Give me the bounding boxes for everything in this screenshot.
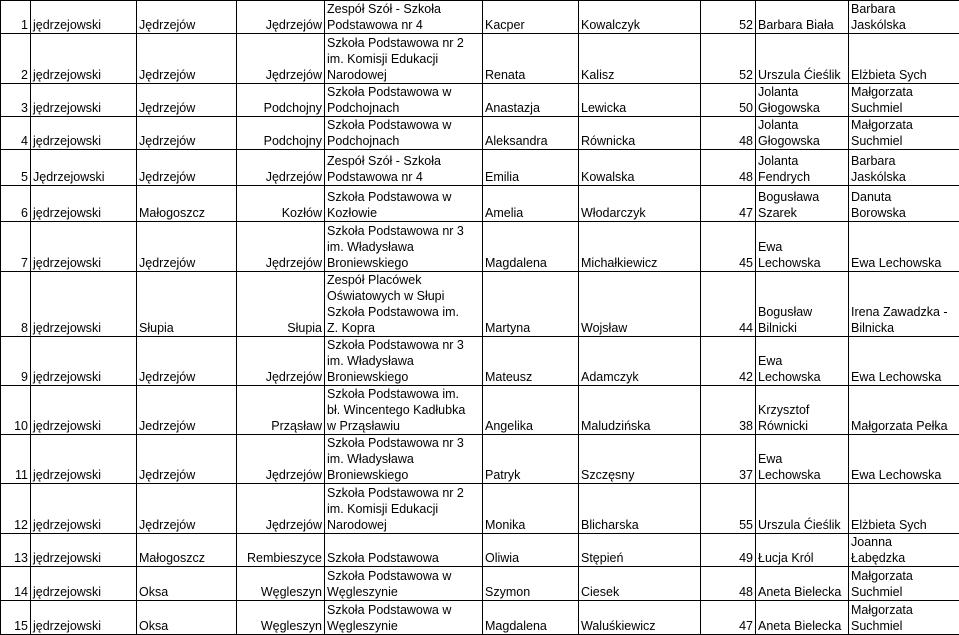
cell-imie: Emilia (483, 150, 579, 186)
cell-imie: Angelika (483, 386, 579, 435)
cell-gmina: Jędrzejów (137, 34, 237, 84)
cell-powiat: jędrzejowski (31, 1, 137, 34)
cell-nazwisko: Kalisz (579, 34, 701, 84)
cell-nazwisko: Blicharska (579, 484, 701, 534)
cell-imie: Renata (483, 34, 579, 84)
table-row (1, 435, 959, 484)
cell-punkty: 48 (701, 150, 756, 186)
cell-imie: Szymon (483, 567, 579, 601)
cell-miejscowosc: Podchojny (237, 117, 325, 150)
cell-punkty: 47 (701, 601, 756, 635)
cell-opiekun: Irena Zawadzka - Bilnicka (849, 272, 959, 337)
cell-punkty: 38 (701, 386, 756, 435)
cell-gmina: Jędrzejów (137, 337, 237, 386)
cell-gmina: Słupia (137, 272, 237, 337)
cell-nazwisko: Szczęsny (579, 435, 701, 484)
cell-nauczyciel: Jolanta Fendrych (756, 150, 849, 186)
cell-opiekun: Ewa Lechowska (849, 337, 959, 386)
cell-powiat: jędrzejowski (31, 186, 137, 222)
cell-nauczyciel: Bogusława Szarek (756, 186, 849, 222)
cell-punkty: 50 (701, 84, 756, 117)
cell-lp: 9 (1, 337, 31, 386)
cell-nauczyciel: Urszula Ćieślik (756, 34, 849, 84)
cell-nauczyciel: Urszula Ćieślik (756, 484, 849, 534)
cell-gmina: Jędrzejów (137, 84, 237, 117)
cell-nauczyciel: Aneta Bielecka (756, 601, 849, 635)
cell-nazwisko: Równicka (579, 117, 701, 150)
table-row (1, 186, 959, 222)
cell-szkola: Szkoła Podstawowa (325, 534, 483, 567)
cell-miejscowosc: Słupia (237, 272, 325, 337)
cell-powiat: jędrzejowski (31, 272, 137, 337)
cell-opiekun: Małgorzata Pełka (849, 386, 959, 435)
cell-miejscowosc: Jędrzejów (237, 1, 325, 34)
table-row (1, 84, 959, 117)
cell-gmina: Oksa (137, 567, 237, 601)
cell-miejscowosc: Prząsław (237, 386, 325, 435)
cell-powiat: jędrzejowski (31, 34, 137, 84)
cell-szkola: Zespół Placówek Oświatowych w Słupi Szkoła Podstawowa im. Z. Kopra (325, 272, 483, 337)
cell-szkola: Zespół Szół - Szkoła Podstawowa nr 4 (325, 150, 483, 186)
cell-nazwisko: Waluśkiewicz (579, 601, 701, 635)
cell-powiat: jędrzejowski (31, 386, 137, 435)
table-row (1, 1, 959, 34)
cell-miejscowosc: Podchojny (237, 84, 325, 117)
cell-opiekun: Elżbieta Sych (849, 34, 959, 84)
cell-miejscowosc: Jędrzejów (237, 222, 325, 272)
table-row (1, 222, 959, 272)
cell-gmina: Jędrzejów (137, 1, 237, 34)
cell-lp: 8 (1, 272, 31, 337)
cell-opiekun: Małgorzata Suchmiel (849, 117, 959, 150)
cell-szkola: Zespół Szół - Szkoła Podstawowa nr 4 (325, 1, 483, 34)
cell-lp: 2 (1, 34, 31, 84)
cell-szkola: Szkoła Podstawowa nr 2 im. Komisji Edukacji Narodowej (325, 484, 483, 534)
cell-nazwisko: Kowalska (579, 150, 701, 186)
cell-imie: Kacper (483, 1, 579, 34)
cell-lp: 4 (1, 117, 31, 150)
cell-nauczyciel: Ewa Lechowska (756, 222, 849, 272)
results-table-body (1, 1, 959, 635)
cell-punkty: 55 (701, 484, 756, 534)
cell-punkty: 45 (701, 222, 756, 272)
cell-gmina: Jędrzejów (137, 484, 237, 534)
cell-punkty: 47 (701, 186, 756, 222)
cell-imie: Mateusz (483, 337, 579, 386)
cell-gmina: Jędrzejów (137, 435, 237, 484)
cell-nauczyciel: Ewa Lechowska (756, 435, 849, 484)
table-row (1, 601, 959, 635)
cell-opiekun: Barbara Jaskólska (849, 1, 959, 34)
cell-punkty: 37 (701, 435, 756, 484)
cell-nazwisko: Maludzińska (579, 386, 701, 435)
cell-powiat: jędrzejowski (31, 117, 137, 150)
cell-szkola: Szkoła Podstawowa w Węgleszynie (325, 601, 483, 635)
cell-powiat: jędrzejowski (31, 84, 137, 117)
cell-opiekun: Małgorzata Suchmiel (849, 84, 959, 117)
cell-lp: 7 (1, 222, 31, 272)
cell-powiat: jędrzejowski (31, 337, 137, 386)
cell-gmina: Jędrzejów (137, 117, 237, 150)
cell-powiat: jędrzejowski (31, 484, 137, 534)
cell-punkty: 44 (701, 272, 756, 337)
cell-lp: 15 (1, 601, 31, 635)
cell-nauczyciel: Jolanta Głogowska (756, 117, 849, 150)
cell-miejscowosc: Węgleszyn (237, 567, 325, 601)
cell-gmina: Jedrzejów (137, 386, 237, 435)
cell-gmina: Jędrzejów (137, 150, 237, 186)
cell-nauczyciel: Ewa Lechowska (756, 337, 849, 386)
cell-miejscowosc: Jędrzejów (237, 34, 325, 84)
cell-opiekun: Ewa Lechowska (849, 222, 959, 272)
cell-nauczyciel: Krzysztof Równicki (756, 386, 849, 435)
table-row (1, 386, 959, 435)
cell-imie: Amelia (483, 186, 579, 222)
cell-nazwisko: Wojsław (579, 272, 701, 337)
cell-powiat: jędrzejowski (31, 601, 137, 635)
cell-nazwisko: Michałkiewicz (579, 222, 701, 272)
cell-miejscowosc: Jędrzejów (237, 150, 325, 186)
cell-opiekun: Elżbieta Sych (849, 484, 959, 534)
cell-gmina: Jędrzejów (137, 222, 237, 272)
cell-nauczyciel: Barbara Biała (756, 1, 849, 34)
table-row (1, 117, 959, 150)
cell-powiat: jędrzejowski (31, 534, 137, 567)
cell-imie: Monika (483, 484, 579, 534)
cell-miejscowosc: Jędrzejów (237, 484, 325, 534)
cell-imie: Magdalena (483, 222, 579, 272)
cell-punkty: 48 (701, 117, 756, 150)
cell-miejscowosc: Jędrzejów (237, 435, 325, 484)
cell-imie: Patryk (483, 435, 579, 484)
cell-szkola: Szkoła Podstawowa w Węgleszynie (325, 567, 483, 601)
cell-gmina: Oksa (137, 601, 237, 635)
cell-imie: Martyna (483, 272, 579, 337)
table-row (1, 337, 959, 386)
cell-punkty: 52 (701, 1, 756, 34)
cell-gmina: Małogoszcz (137, 186, 237, 222)
cell-nauczyciel: Aneta Bielecka (756, 567, 849, 601)
table-row (1, 534, 959, 567)
cell-powiat: jędrzejowski (31, 435, 137, 484)
cell-opiekun: Małgorzata Suchmiel (849, 567, 959, 601)
cell-miejscowosc: Jędrzejów (237, 337, 325, 386)
cell-nazwisko: Lewicka (579, 84, 701, 117)
cell-szkola: Szkoła Podstawowa im. bł. Wincentego Kadłubka w Prząsławiu (325, 386, 483, 435)
cell-lp: 13 (1, 534, 31, 567)
cell-powiat: jędrzejowski (31, 567, 137, 601)
cell-miejscowosc: Kozłów (237, 186, 325, 222)
cell-szkola: Szkoła Podstawowa w Podchojnach (325, 117, 483, 150)
cell-opiekun: Danuta Borowska (849, 186, 959, 222)
cell-nauczyciel: Jolanta Głogowska (756, 84, 849, 117)
table-row (1, 567, 959, 601)
cell-opiekun: Joanna Łabędzka (849, 534, 959, 567)
cell-lp: 6 (1, 186, 31, 222)
table-row (1, 272, 959, 337)
cell-lp: 5 (1, 150, 31, 186)
cell-lp: 12 (1, 484, 31, 534)
cell-imie: Anastazja (483, 84, 579, 117)
cell-nazwisko: Ciesek (579, 567, 701, 601)
cell-lp: 3 (1, 84, 31, 117)
table-row (1, 150, 959, 186)
cell-punkty: 42 (701, 337, 756, 386)
cell-miejscowosc: Rembieszyce (237, 534, 325, 567)
cell-gmina: Małogoszcz (137, 534, 237, 567)
cell-szkola: Szkoła Podstawowa nr 2 im. Komisji Edukacji Narodowej (325, 34, 483, 84)
cell-nauczyciel: Łucja Król (756, 534, 849, 567)
cell-imie: Magdalena (483, 601, 579, 635)
cell-opiekun: Barbara Jaskólska (849, 150, 959, 186)
table-row (1, 34, 959, 84)
cell-nazwisko: Włodarczyk (579, 186, 701, 222)
cell-szkola: Szkoła Podstawowa w Kozłowie (325, 186, 483, 222)
cell-punkty: 49 (701, 534, 756, 567)
cell-imie: Oliwia (483, 534, 579, 567)
cell-lp: 11 (1, 435, 31, 484)
cell-opiekun: Ewa Lechowska (849, 435, 959, 484)
cell-miejscowosc: Węgleszyn (237, 601, 325, 635)
cell-nazwisko: Stępień (579, 534, 701, 567)
cell-nauczyciel: Bogusław Bilnicki (756, 272, 849, 337)
cell-punkty: 48 (701, 567, 756, 601)
table-row (1, 484, 959, 534)
cell-lp: 10 (1, 386, 31, 435)
cell-punkty: 52 (701, 34, 756, 84)
cell-szkola: Szkoła Podstawowa nr 3 im. Władysława Broniewskiego (325, 435, 483, 484)
cell-lp: 1 (1, 1, 31, 34)
cell-powiat: jędrzejowski (31, 222, 137, 272)
cell-szkola: Szkoła Podstawowa nr 3 im. Władysława Broniewskiego (325, 337, 483, 386)
cell-imie: Aleksandra (483, 117, 579, 150)
cell-powiat: Jędrzejowski (31, 150, 137, 186)
cell-lp: 14 (1, 567, 31, 601)
cell-nazwisko: Adamczyk (579, 337, 701, 386)
cell-opiekun: Małgorzata Suchmiel (849, 601, 959, 635)
cell-szkola: Szkoła Podstawowa nr 3 im. Władysława Broniewskiego (325, 222, 483, 272)
cell-nazwisko: Kowalczyk (579, 1, 701, 34)
cell-szkola: Szkoła Podstawowa w Podchojnach (325, 84, 483, 117)
